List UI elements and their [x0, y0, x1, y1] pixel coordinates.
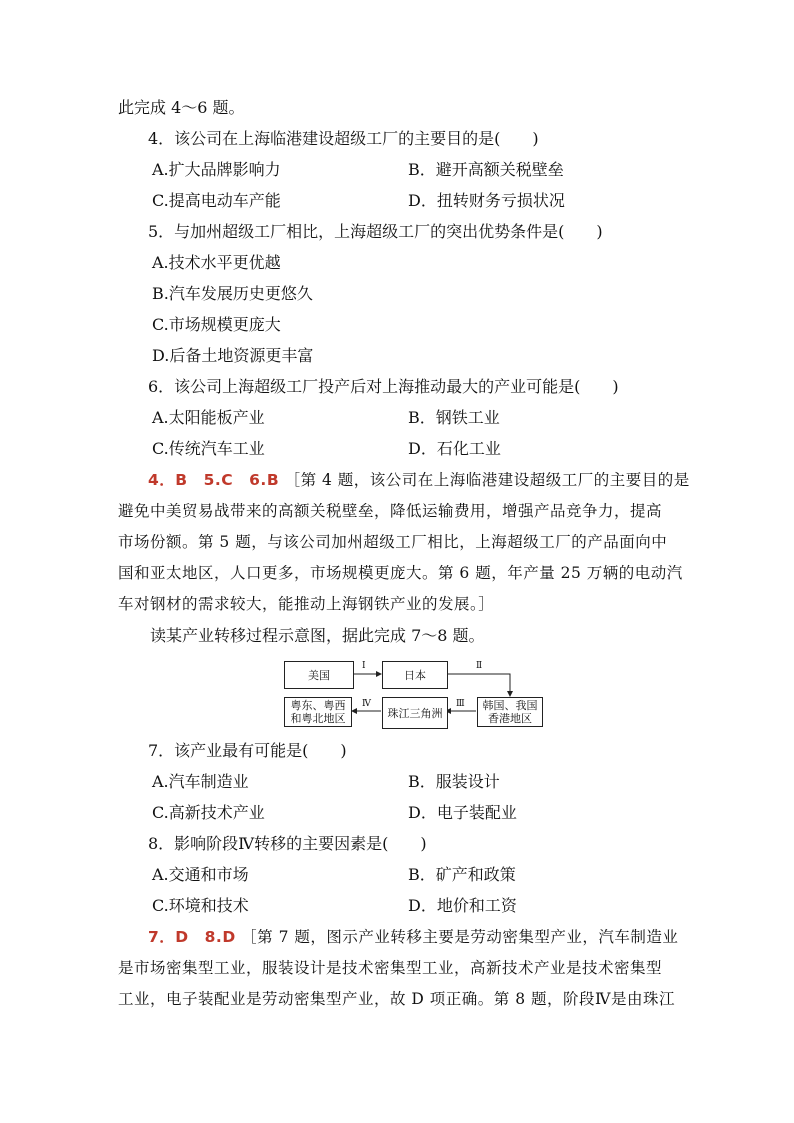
label-stage-4: Ⅳ: [362, 699, 371, 709]
node-guangdong-regions: 粤东、粤西和粤北地区: [284, 697, 352, 727]
q4-option-b: B．避开高额关税壁垒: [408, 160, 564, 179]
q7-option-a: A.汽车制造业: [152, 772, 249, 791]
answer-1-text: ［第 4 题，该公司在上海临港建设超级工厂的主要目的是: [284, 471, 690, 489]
q7-option-b: B．服装设计: [408, 772, 500, 791]
answer-block-1-line-5: 车对钢材的需求较大，能推动上海钢铁产业的发展。］: [118, 595, 495, 613]
node-japan: 日本: [382, 661, 448, 689]
label-stage-1: Ⅰ: [362, 661, 366, 671]
q6-option-a: A.太阳能板产业: [152, 408, 265, 427]
q5-option-c: C.市场规模更庞大: [152, 315, 281, 334]
question-5: 5．与加州超级工厂相比，上海超级工厂的突出优势条件是( ): [148, 222, 603, 241]
answer-key-4-6: 4．B 5.C 6.B: [148, 471, 280, 489]
answer-block-2-line-1: [148, 927, 678, 947]
q4-option-c: C.提高电动车产能: [152, 191, 281, 210]
answer-block-2-line-3: 工业，电子装配业是劳动密集型产业，故 D 项正确。第 8 题，阶段Ⅳ是由珠江: [118, 990, 675, 1008]
q5-option-b: B.汽车发展历史更悠久: [152, 284, 313, 303]
answer-block-2-line-2: 是市场密集型工业，服装设计是技术密集型工业，高新技术产业是技术密集型: [118, 959, 663, 977]
industry-transfer-diagram: [280, 659, 550, 731]
q6-option-b: B．钢铁工业: [408, 408, 500, 427]
q5-option-a: A.技术水平更优越: [152, 253, 281, 272]
question-8: 8．影响阶段Ⅳ转移的主要因素是( ): [148, 834, 427, 853]
diagram-intro: 读某产业转移过程示意图，据此完成 7～8 题。: [150, 626, 485, 645]
question-6: 6．该公司上海超级工厂投产后对上海推动最大的产业可能是( ): [148, 377, 619, 396]
node-pearl-river-delta: 珠江三角洲: [382, 697, 448, 729]
answer-block-1-line-1: [148, 470, 690, 490]
arrow-stage-2: [446, 674, 510, 696]
q8-option-b: B．矿产和政策: [408, 865, 516, 884]
answer-2-text: ［第 7 题，图示产业转移主要是劳动密集型产业，汽车制造业: [241, 928, 679, 946]
q5-option-d: D.后备土地资源更丰富: [152, 346, 314, 365]
answer-block-1-line-2: 避免中美贸易战带来的高额关税壁垒，降低运输费用，增强产品竞争力，提高: [118, 502, 663, 520]
answer-block-1-line-4: 国和亚太地区，人口更多，市场规模更庞大。第 6 题，年产量 25 万辆的电动汽: [118, 564, 683, 582]
answer-block-1-line-3: 市场份额。第 5 题，与该公司加州超级工厂相比，上海超级工厂的产品面向中: [118, 533, 668, 551]
q8-option-c: C.环境和技术: [152, 896, 249, 915]
label-stage-2: Ⅱ: [476, 661, 483, 671]
q7-option-d: D．电子装配业: [408, 803, 517, 822]
node-usa: 美国: [284, 661, 354, 689]
q6-option-d: D．石化工业: [408, 439, 501, 458]
question-7: 7．该产业最有可能是( ): [148, 741, 347, 760]
q8-option-d: D．地价和工资: [408, 896, 517, 915]
label-stage-3: Ⅲ: [456, 699, 465, 709]
q4-option-d: D．扭转财务亏损状况: [408, 191, 565, 210]
q8-option-a: A.交通和市场: [152, 865, 249, 884]
answer-key-7-8: 7．D 8.D: [148, 928, 236, 946]
q7-option-c: C.高新技术产业: [152, 803, 265, 822]
question-4: 4．该公司在上海临港建设超级工厂的主要目的是( ): [148, 129, 539, 148]
q4-option-a: A.扩大品牌影响力: [152, 160, 281, 179]
continuation-text: 此完成 4～6 题。: [118, 98, 245, 117]
node-korea-hongkong: 韩国、我国香港地区: [477, 697, 543, 727]
q6-option-c: C.传统汽车工业: [152, 439, 265, 458]
